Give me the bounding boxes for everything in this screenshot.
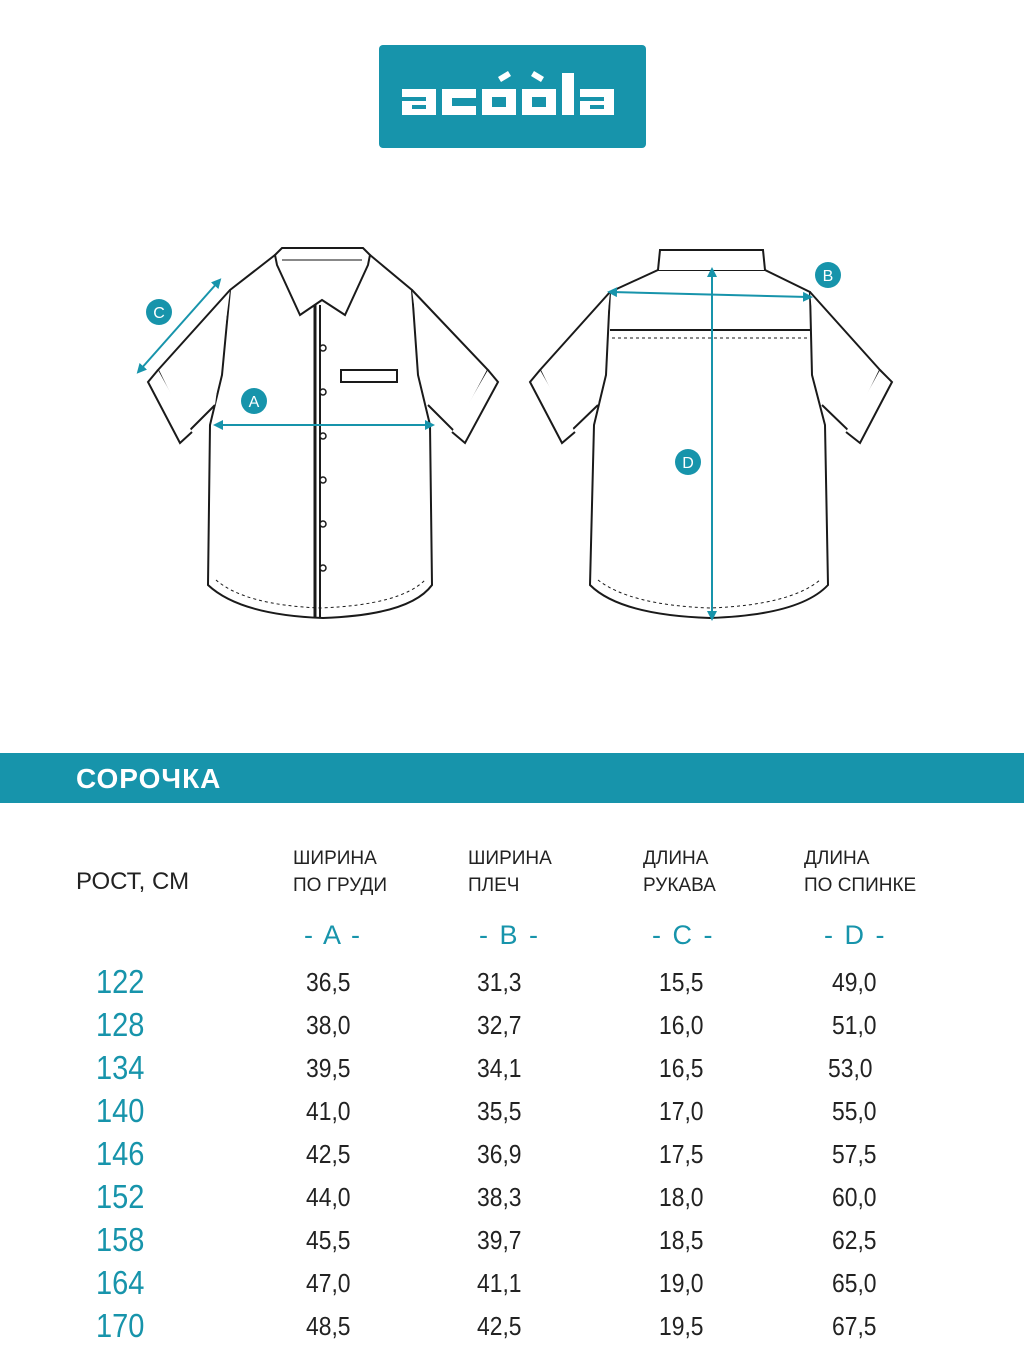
cell-a: 44,0 (306, 1182, 351, 1212)
cell-b: 42,5 (477, 1311, 522, 1341)
brand-logo (379, 45, 646, 148)
cell-d: 57,5 (832, 1139, 877, 1169)
table-row (0, 1135, 1024, 1182)
cell-c: 15,5 (659, 967, 704, 997)
cell-d: 65,0 (832, 1268, 877, 1298)
column-header-a-line2: ПО ГРУДИ (293, 875, 387, 896)
cell-b: 35,5 (477, 1096, 522, 1126)
row-height: 170 (96, 1307, 145, 1344)
table-row (0, 1049, 1024, 1096)
cell-c: 19,5 (659, 1311, 704, 1341)
cell-b: 38,3 (477, 1182, 522, 1212)
cell-c: 16,5 (659, 1053, 704, 1083)
marker-d (675, 449, 701, 475)
column-letter-d: - D - (824, 920, 887, 950)
cell-c: 18,0 (659, 1182, 704, 1212)
svg-text:D: D (682, 455, 694, 472)
cell-a: 36,5 (306, 967, 351, 997)
marker-c (146, 299, 172, 325)
row-height: 128 (96, 1006, 145, 1043)
column-header-d (804, 845, 916, 899)
marker-a (241, 388, 267, 414)
cell-d: 62,5 (832, 1225, 877, 1255)
cell-b: 41,1 (477, 1268, 522, 1298)
column-header-c-line2: РУКАВА (643, 875, 716, 896)
row-height: 122 (96, 963, 145, 1000)
cell-a: 39,5 (306, 1053, 351, 1083)
cell-a: 45,5 (306, 1225, 351, 1255)
row-height: 158 (96, 1221, 145, 1258)
acoola-logo-icon (398, 67, 628, 127)
table-row (0, 1307, 1024, 1354)
column-header-b-line1: ШИРИНА (468, 848, 552, 869)
cell-a: 38,0 (306, 1010, 351, 1040)
table-row (0, 1264, 1024, 1311)
cell-c: 17,0 (659, 1096, 704, 1126)
shirt-front-drawing (148, 248, 498, 618)
cell-d: 60,0 (832, 1182, 877, 1212)
height-column-header: РОСТ, СМ (76, 868, 190, 895)
cell-a: 41,0 (306, 1096, 351, 1126)
cell-d: 67,5 (832, 1311, 877, 1341)
cell-a: 47,0 (306, 1268, 351, 1298)
column-header-b-line2: ПЛЕЧ (468, 875, 520, 896)
column-header-c (643, 845, 716, 899)
cell-b: 31,3 (477, 967, 522, 997)
cell-c: 19,0 (659, 1268, 704, 1298)
marker-b (815, 262, 841, 288)
cell-b: 36,9 (477, 1139, 522, 1169)
cell-c: 17,5 (659, 1139, 704, 1169)
table-row (0, 1092, 1024, 1139)
cell-d: 51,0 (832, 1010, 877, 1040)
cell-b: 39,7 (477, 1225, 522, 1255)
cell-a: 48,5 (306, 1311, 351, 1341)
cell-a: 42,5 (306, 1139, 351, 1169)
column-header-d-line1: ДЛИНА (804, 848, 870, 869)
row-height: 152 (96, 1178, 145, 1215)
table-row (0, 1006, 1024, 1053)
cell-c: 16,0 (659, 1010, 704, 1040)
column-letter-b: - B - (479, 920, 540, 950)
cell-b: 32,7 (477, 1010, 522, 1040)
cell-b: 34,1 (477, 1053, 522, 1083)
column-letter-c: - C - (652, 920, 715, 950)
cell-c: 18,5 (659, 1225, 704, 1255)
section-title-bar (0, 753, 1024, 803)
row-height: 146 (96, 1135, 145, 1172)
column-letter-a: - A - (304, 920, 363, 950)
row-height: 164 (96, 1264, 145, 1301)
svg-text:A: A (248, 394, 260, 411)
svg-text:B: B (822, 268, 834, 285)
svg-text:C: C (153, 305, 165, 322)
cell-d: 49,0 (832, 967, 877, 997)
table-row (0, 1221, 1024, 1268)
column-header-d-line2: ПО СПИНКЕ (804, 875, 917, 896)
column-header-a-line1: ШИРИНА (293, 848, 377, 869)
shirt-measurement-diagram (0, 200, 1024, 660)
row-height: 134 (96, 1049, 145, 1086)
cell-d: 55,0 (832, 1096, 877, 1126)
column-header-a (293, 845, 387, 899)
table-row (0, 1178, 1024, 1225)
row-height: 140 (96, 1092, 145, 1129)
table-row (0, 963, 1024, 1010)
cell-d: 53,0 (828, 1053, 873, 1083)
column-header-c-line1: ДЛИНА (643, 848, 709, 869)
section-title: СОРОЧКА (76, 763, 222, 794)
column-header-b (468, 845, 552, 899)
